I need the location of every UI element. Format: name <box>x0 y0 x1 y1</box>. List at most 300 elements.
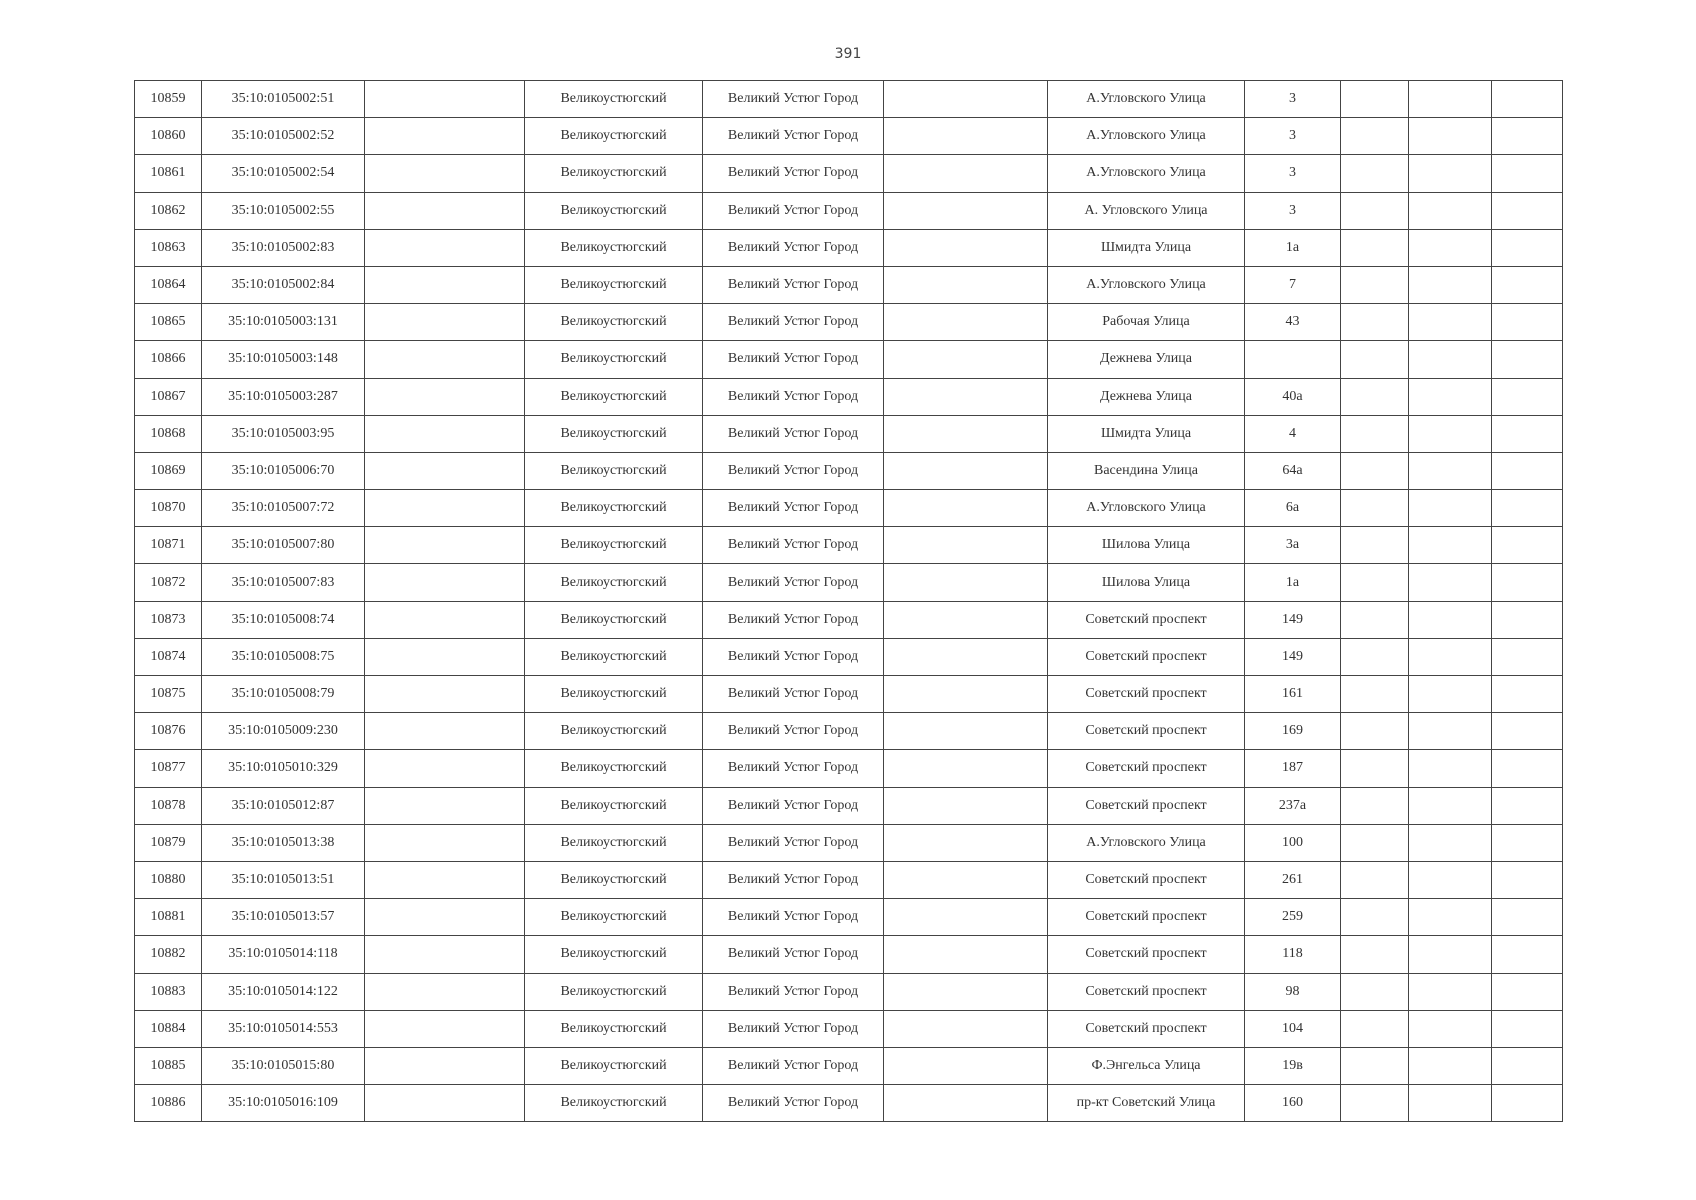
empty-cell <box>884 341 1048 378</box>
empty-cell <box>1492 601 1563 638</box>
cadastral-number-cell: 35:10:0105013:57 <box>202 899 365 936</box>
table-row <box>135 378 1563 415</box>
street-cell: Дежнева Улица <box>1048 378 1245 415</box>
empty-cell <box>365 452 525 489</box>
empty-cell <box>884 676 1048 713</box>
empty-cell <box>1492 676 1563 713</box>
house-number-cell: 40а <box>1245 378 1341 415</box>
empty-cell <box>1409 229 1492 266</box>
empty-cell <box>1492 750 1563 787</box>
table-row <box>135 824 1563 861</box>
district-cell: Великоустюгский <box>525 378 703 415</box>
table-row <box>135 1010 1563 1047</box>
district-cell: Великоустюгский <box>525 601 703 638</box>
house-number-cell: 237а <box>1245 787 1341 824</box>
street-cell: Советский проспект <box>1048 601 1245 638</box>
table-row <box>135 1047 1563 1084</box>
house-number-cell: 104 <box>1245 1010 1341 1047</box>
row-number-cell: 10859 <box>135 81 202 118</box>
street-cell: Советский проспект <box>1048 713 1245 750</box>
empty-cell <box>1341 564 1409 601</box>
empty-cell <box>884 1047 1048 1084</box>
district-cell: Великоустюгский <box>525 304 703 341</box>
district-cell: Великоустюгский <box>525 155 703 192</box>
table-row <box>135 1085 1563 1122</box>
empty-cell <box>1409 564 1492 601</box>
district-cell: Великоустюгский <box>525 415 703 452</box>
cadastral-number-cell: 35:10:0105002:54 <box>202 155 365 192</box>
row-number-cell: 10882 <box>135 936 202 973</box>
empty-cell <box>884 936 1048 973</box>
settlement-cell: Великий Устюг Город <box>703 1047 884 1084</box>
empty-cell <box>1341 415 1409 452</box>
empty-cell <box>1492 304 1563 341</box>
street-cell: Советский проспект <box>1048 899 1245 936</box>
empty-cell <box>1492 81 1563 118</box>
empty-cell <box>1341 341 1409 378</box>
empty-cell <box>1492 824 1563 861</box>
cadastral-number-cell: 35:10:0105007:83 <box>202 564 365 601</box>
empty-cell <box>1341 229 1409 266</box>
street-cell: А.Угловского Улица <box>1048 266 1245 303</box>
empty-cell <box>365 155 525 192</box>
cadastral-number-cell: 35:10:0105003:131 <box>202 304 365 341</box>
empty-cell <box>1409 81 1492 118</box>
empty-cell <box>1409 750 1492 787</box>
empty-cell <box>365 973 525 1010</box>
empty-cell <box>1341 378 1409 415</box>
table-row <box>135 936 1563 973</box>
empty-cell <box>1341 527 1409 564</box>
district-cell: Великоустюгский <box>525 750 703 787</box>
empty-cell <box>884 1010 1048 1047</box>
table-row <box>135 787 1563 824</box>
empty-cell <box>1409 527 1492 564</box>
empty-cell <box>1409 341 1492 378</box>
empty-cell <box>1409 713 1492 750</box>
empty-cell <box>1341 973 1409 1010</box>
empty-cell <box>1492 490 1563 527</box>
house-number-cell: 118 <box>1245 936 1341 973</box>
cadastral-number-cell: 35:10:0105007:80 <box>202 527 365 564</box>
cadastral-number-cell: 35:10:0105014:122 <box>202 973 365 1010</box>
empty-cell <box>884 192 1048 229</box>
row-number-cell: 10886 <box>135 1085 202 1122</box>
empty-cell <box>1492 266 1563 303</box>
settlement-cell: Великий Устюг Город <box>703 824 884 861</box>
empty-cell <box>365 490 525 527</box>
settlement-cell: Великий Устюг Город <box>703 266 884 303</box>
table-row <box>135 638 1563 675</box>
empty-cell <box>884 229 1048 266</box>
street-cell: Советский проспект <box>1048 1010 1245 1047</box>
row-number-cell: 10880 <box>135 861 202 898</box>
district-cell: Великоустюгский <box>525 452 703 489</box>
empty-cell <box>1341 1047 1409 1084</box>
table-row <box>135 341 1563 378</box>
empty-cell <box>1409 824 1492 861</box>
empty-cell <box>365 1010 525 1047</box>
cadastral-number-cell: 35:10:0105013:51 <box>202 861 365 898</box>
empty-cell <box>1409 787 1492 824</box>
district-cell: Великоустюгский <box>525 527 703 564</box>
empty-cell <box>365 229 525 266</box>
empty-cell <box>1492 936 1563 973</box>
district-cell: Великоустюгский <box>525 787 703 824</box>
table-row <box>135 899 1563 936</box>
district-cell: Великоустюгский <box>525 638 703 675</box>
cadastral-number-cell: 35:10:0105002:84 <box>202 266 365 303</box>
table-row <box>135 713 1563 750</box>
empty-cell <box>1341 601 1409 638</box>
empty-cell <box>1492 155 1563 192</box>
settlement-cell: Великий Устюг Город <box>703 899 884 936</box>
empty-cell <box>884 1085 1048 1122</box>
cadastral-number-cell: 35:10:0105014:553 <box>202 1010 365 1047</box>
house-number-cell: 4 <box>1245 415 1341 452</box>
table-row <box>135 266 1563 303</box>
empty-cell <box>1341 452 1409 489</box>
empty-cell <box>1409 452 1492 489</box>
empty-cell <box>884 973 1048 1010</box>
cadastral-number-cell: 35:10:0105008:74 <box>202 601 365 638</box>
settlement-cell: Великий Устюг Город <box>703 750 884 787</box>
house-number-cell: 6а <box>1245 490 1341 527</box>
cadastral-number-cell: 35:10:0105012:87 <box>202 787 365 824</box>
empty-cell <box>1492 118 1563 155</box>
house-number-cell: 149 <box>1245 638 1341 675</box>
empty-cell <box>884 378 1048 415</box>
settlement-cell: Великий Устюг Город <box>703 861 884 898</box>
cadastral-number-cell: 35:10:0105015:80 <box>202 1047 365 1084</box>
table-row <box>135 676 1563 713</box>
house-number-cell: 7 <box>1245 266 1341 303</box>
page-number: 391 <box>834 46 862 62</box>
street-cell: А.Угловского Улица <box>1048 155 1245 192</box>
district-cell: Великоустюгский <box>525 973 703 1010</box>
empty-cell <box>365 266 525 303</box>
empty-cell <box>1492 341 1563 378</box>
settlement-cell: Великий Устюг Город <box>703 601 884 638</box>
empty-cell <box>884 266 1048 303</box>
row-number-cell: 10884 <box>135 1010 202 1047</box>
district-cell: Великоустюгский <box>525 936 703 973</box>
district-cell: Великоустюгский <box>525 118 703 155</box>
empty-cell <box>1409 415 1492 452</box>
house-number-cell: 64а <box>1245 452 1341 489</box>
street-cell: Советский проспект <box>1048 750 1245 787</box>
empty-cell <box>365 304 525 341</box>
table-row <box>135 973 1563 1010</box>
row-number-cell: 10876 <box>135 713 202 750</box>
table-row <box>135 81 1563 118</box>
street-cell: Советский проспект <box>1048 936 1245 973</box>
cadastral-number-cell: 35:10:0105010:329 <box>202 750 365 787</box>
house-number-cell: 169 <box>1245 713 1341 750</box>
cadastral-number-cell: 35:10:0105002:51 <box>202 81 365 118</box>
empty-cell <box>1341 1010 1409 1047</box>
row-number-cell: 10860 <box>135 118 202 155</box>
house-number-cell: 259 <box>1245 899 1341 936</box>
settlement-cell: Великий Устюг Город <box>703 192 884 229</box>
empty-cell <box>1341 638 1409 675</box>
empty-cell <box>884 824 1048 861</box>
empty-cell <box>365 787 525 824</box>
settlement-cell: Великий Устюг Город <box>703 564 884 601</box>
empty-cell <box>365 638 525 675</box>
empty-cell <box>1409 118 1492 155</box>
house-number-cell: 3 <box>1245 118 1341 155</box>
empty-cell <box>1492 638 1563 675</box>
empty-cell <box>884 452 1048 489</box>
empty-cell <box>1492 527 1563 564</box>
settlement-cell: Великий Устюг Город <box>703 155 884 192</box>
empty-cell <box>884 118 1048 155</box>
empty-cell <box>365 1047 525 1084</box>
empty-cell <box>1492 192 1563 229</box>
street-cell: Шмидта Улица <box>1048 229 1245 266</box>
empty-cell <box>1492 1010 1563 1047</box>
row-number-cell: 10885 <box>135 1047 202 1084</box>
street-cell: Дежнева Улица <box>1048 341 1245 378</box>
empty-cell <box>1341 1085 1409 1122</box>
empty-cell <box>1409 192 1492 229</box>
empty-cell <box>1341 192 1409 229</box>
street-cell: пр-кт Советский Улица <box>1048 1085 1245 1122</box>
settlement-cell: Великий Устюг Город <box>703 490 884 527</box>
empty-cell <box>884 564 1048 601</box>
table-row <box>135 490 1563 527</box>
empty-cell <box>365 936 525 973</box>
cadastral-number-cell: 35:10:0105003:95 <box>202 415 365 452</box>
settlement-cell: Великий Устюг Город <box>703 787 884 824</box>
house-number-cell: 261 <box>1245 861 1341 898</box>
empty-cell <box>1409 1010 1492 1047</box>
empty-cell <box>1492 378 1563 415</box>
table-row <box>135 452 1563 489</box>
empty-cell <box>1341 304 1409 341</box>
empty-cell <box>365 750 525 787</box>
settlement-cell: Великий Устюг Город <box>703 638 884 675</box>
row-number-cell: 10872 <box>135 564 202 601</box>
empty-cell <box>365 81 525 118</box>
empty-cell <box>1409 899 1492 936</box>
table-row <box>135 601 1563 638</box>
empty-cell <box>884 601 1048 638</box>
cadastral-number-cell: 35:10:0105008:79 <box>202 676 365 713</box>
district-cell: Великоустюгский <box>525 676 703 713</box>
empty-cell <box>365 118 525 155</box>
empty-cell <box>1409 973 1492 1010</box>
street-cell: А.Угловского Улица <box>1048 824 1245 861</box>
settlement-cell: Великий Устюг Город <box>703 973 884 1010</box>
empty-cell <box>1341 824 1409 861</box>
row-number-cell: 10870 <box>135 490 202 527</box>
table-row <box>135 118 1563 155</box>
empty-cell <box>1341 490 1409 527</box>
empty-cell <box>365 341 525 378</box>
cadastral-number-cell: 35:10:0105003:148 <box>202 341 365 378</box>
district-cell: Великоустюгский <box>525 899 703 936</box>
table-row <box>135 750 1563 787</box>
house-number-cell: 3а <box>1245 527 1341 564</box>
table-row <box>135 192 1563 229</box>
registry-body <box>135 81 1563 1122</box>
house-number-cell <box>1245 341 1341 378</box>
district-cell: Великоустюгский <box>525 266 703 303</box>
empty-cell <box>1341 861 1409 898</box>
cadastral-number-cell: 35:10:0105008:75 <box>202 638 365 675</box>
row-number-cell: 10865 <box>135 304 202 341</box>
empty-cell <box>365 601 525 638</box>
empty-cell <box>1409 378 1492 415</box>
street-cell: Шилова Улица <box>1048 564 1245 601</box>
table-row <box>135 304 1563 341</box>
cadastral-number-cell: 35:10:0105009:230 <box>202 713 365 750</box>
house-number-cell: 1а <box>1245 564 1341 601</box>
street-cell: Ф.Энгельса Улица <box>1048 1047 1245 1084</box>
settlement-cell: Великий Устюг Город <box>703 452 884 489</box>
cadastral-number-cell: 35:10:0105002:83 <box>202 229 365 266</box>
cadastral-number-cell: 35:10:0105016:109 <box>202 1085 365 1122</box>
empty-cell <box>365 415 525 452</box>
district-cell: Великоустюгский <box>525 1047 703 1084</box>
empty-cell <box>884 490 1048 527</box>
district-cell: Великоустюгский <box>525 564 703 601</box>
cadastral-number-cell: 35:10:0105003:287 <box>202 378 365 415</box>
empty-cell <box>365 824 525 861</box>
street-cell: Советский проспект <box>1048 861 1245 898</box>
row-number-cell: 10862 <box>135 192 202 229</box>
empty-cell <box>1341 787 1409 824</box>
row-number-cell: 10875 <box>135 676 202 713</box>
house-number-cell: 160 <box>1245 1085 1341 1122</box>
empty-cell <box>884 861 1048 898</box>
empty-cell <box>884 638 1048 675</box>
street-cell: А.Угловского Улица <box>1048 81 1245 118</box>
empty-cell <box>365 861 525 898</box>
empty-cell <box>884 750 1048 787</box>
settlement-cell: Великий Устюг Город <box>703 527 884 564</box>
table-row <box>135 229 1563 266</box>
district-cell: Великоустюгский <box>525 229 703 266</box>
settlement-cell: Великий Устюг Город <box>703 936 884 973</box>
empty-cell <box>365 676 525 713</box>
empty-cell <box>884 713 1048 750</box>
row-number-cell: 10868 <box>135 415 202 452</box>
settlement-cell: Великий Устюг Город <box>703 304 884 341</box>
empty-cell <box>1341 676 1409 713</box>
empty-cell <box>1341 713 1409 750</box>
empty-cell <box>1341 899 1409 936</box>
empty-cell <box>884 304 1048 341</box>
row-number-cell: 10881 <box>135 899 202 936</box>
row-number-cell: 10873 <box>135 601 202 638</box>
house-number-cell: 161 <box>1245 676 1341 713</box>
empty-cell <box>884 415 1048 452</box>
table-row <box>135 155 1563 192</box>
empty-cell <box>1409 155 1492 192</box>
empty-cell <box>1409 638 1492 675</box>
house-number-cell: 43 <box>1245 304 1341 341</box>
street-cell: А.Угловского Улица <box>1048 490 1245 527</box>
settlement-cell: Великий Устюг Город <box>703 341 884 378</box>
house-number-cell: 3 <box>1245 155 1341 192</box>
empty-cell <box>1409 936 1492 973</box>
empty-cell <box>1492 861 1563 898</box>
settlement-cell: Великий Устюг Город <box>703 676 884 713</box>
row-number-cell: 10877 <box>135 750 202 787</box>
row-number-cell: 10871 <box>135 527 202 564</box>
house-number-cell: 100 <box>1245 824 1341 861</box>
street-cell: Васендина Улица <box>1048 452 1245 489</box>
street-cell: А.Угловского Улица <box>1048 118 1245 155</box>
row-number-cell: 10867 <box>135 378 202 415</box>
empty-cell <box>365 1085 525 1122</box>
empty-cell <box>884 81 1048 118</box>
row-number-cell: 10866 <box>135 341 202 378</box>
house-number-cell: 98 <box>1245 973 1341 1010</box>
empty-cell <box>365 713 525 750</box>
street-cell: Шилова Улица <box>1048 527 1245 564</box>
settlement-cell: Великий Устюг Город <box>703 1085 884 1122</box>
empty-cell <box>365 192 525 229</box>
empty-cell <box>1492 229 1563 266</box>
empty-cell <box>1492 452 1563 489</box>
settlement-cell: Великий Устюг Город <box>703 713 884 750</box>
district-cell: Великоустюгский <box>525 824 703 861</box>
empty-cell <box>1409 490 1492 527</box>
street-cell: Советский проспект <box>1048 638 1245 675</box>
empty-cell <box>365 564 525 601</box>
settlement-cell: Великий Устюг Город <box>703 1010 884 1047</box>
empty-cell <box>1341 266 1409 303</box>
district-cell: Великоустюгский <box>525 1010 703 1047</box>
cadastral-number-cell: 35:10:0105014:118 <box>202 936 365 973</box>
empty-cell <box>1492 899 1563 936</box>
district-cell: Великоустюгский <box>525 341 703 378</box>
empty-cell <box>1492 415 1563 452</box>
row-number-cell: 10878 <box>135 787 202 824</box>
empty-cell <box>1492 564 1563 601</box>
settlement-cell: Великий Устюг Город <box>703 81 884 118</box>
house-number-cell: 3 <box>1245 192 1341 229</box>
row-number-cell: 10863 <box>135 229 202 266</box>
settlement-cell: Великий Устюг Город <box>703 415 884 452</box>
street-cell: Советский проспект <box>1048 973 1245 1010</box>
empty-cell <box>884 527 1048 564</box>
registry-table <box>134 80 1563 1122</box>
row-number-cell: 10879 <box>135 824 202 861</box>
empty-cell <box>884 787 1048 824</box>
cadastral-number-cell: 35:10:0105006:70 <box>202 452 365 489</box>
empty-cell <box>365 527 525 564</box>
row-number-cell: 10874 <box>135 638 202 675</box>
table-row <box>135 527 1563 564</box>
house-number-cell: 3 <box>1245 81 1341 118</box>
street-cell: Советский проспект <box>1048 676 1245 713</box>
empty-cell <box>1341 81 1409 118</box>
district-cell: Великоустюгский <box>525 490 703 527</box>
empty-cell <box>1409 601 1492 638</box>
settlement-cell: Великий Устюг Город <box>703 118 884 155</box>
row-number-cell: 10883 <box>135 973 202 1010</box>
empty-cell <box>1492 787 1563 824</box>
settlement-cell: Великий Устюг Город <box>703 229 884 266</box>
street-cell: А. Угловского Улица <box>1048 192 1245 229</box>
empty-cell <box>365 899 525 936</box>
empty-cell <box>1341 118 1409 155</box>
